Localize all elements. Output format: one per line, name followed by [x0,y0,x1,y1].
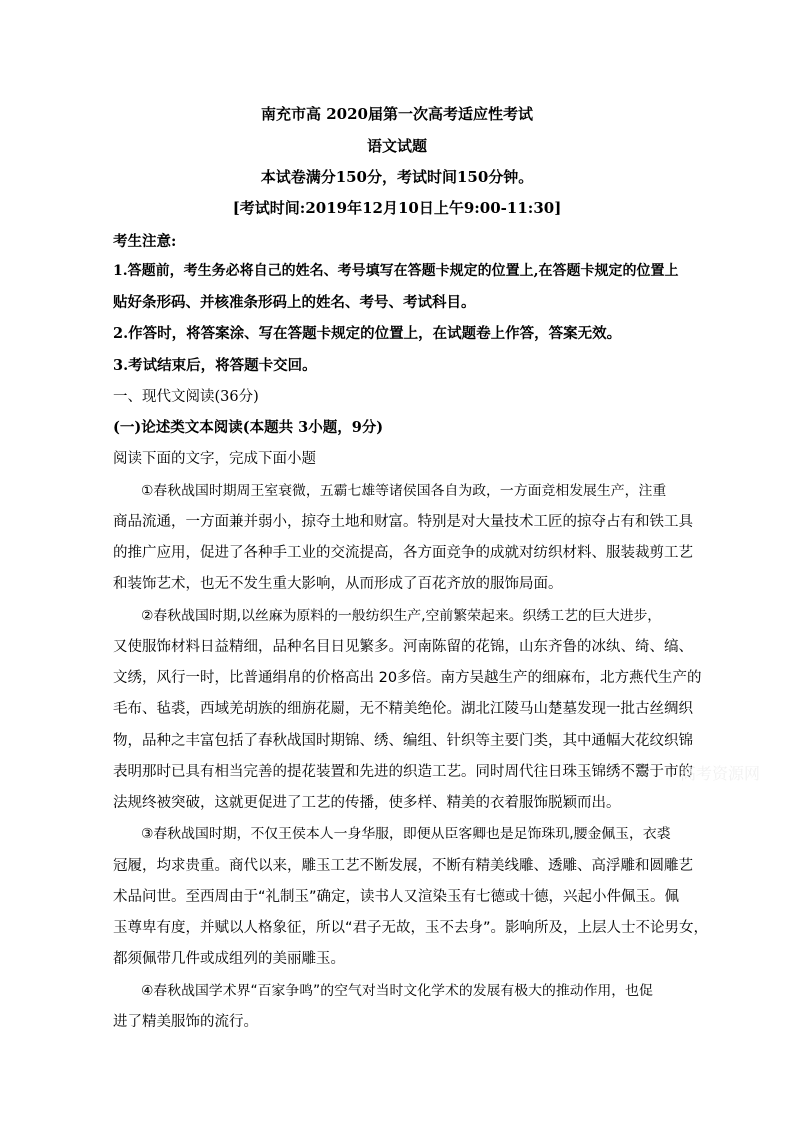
reading-instruction: 阅读下面的文字，完成下面小题 [113,451,316,467]
passage-line: 毛布、毡裘，西域羌胡族的细旃花罽，无不精美绝伦。湖北江陵马山楚墓发现一批古丝绸织 [113,701,693,717]
passage-line: 文绣，风行一时，比普通绢帛的价格高出 20多倍。南方吴越生产的细麻布，北方燕代生产的 [113,670,702,686]
passage-line: 的推广应用，促进了各种手工业的交流提高，各方面竞争的成就对纺织材料、服装裁剪工艺 [113,545,693,561]
passage-line: 商品流通，一方面兼并弱小，掠夺土地和财富。特别是对大量技术工匠的掠夺占有和铁工具 [113,514,693,530]
section-heading: 一、现代文阅读(36分) [113,389,259,405]
passage-line: 进了精美服饰的流行。 [113,1014,258,1030]
notice-item-2: 2.作答时，将答案涂、写在答题卡规定的位置上，在试题卷上作答，答案无效。 [113,325,622,342]
passage-line: 表明那时已具有相当完善的提花装置和先进的织造工艺。同时周代往日珠玉锦绣不鬻于市的 [113,764,693,780]
passage-line: 和装饰艺术，也无不发生重大影响，从而形成了百花齐放的服饰局面。 [113,576,563,592]
notice-heading: 考生注意: [113,233,177,250]
exam-title: 南充市高 2020届第一次高考适应性考试 [261,105,533,123]
passage-line: 玉尊卑有度，并赋以人格象征，所以“君子无故，玉不去身”。影响所及，上层人士不论男女， [113,920,709,936]
score-time-line: 本试卷满分150分，考试时间150分钟。 [260,168,534,186]
notice-item-1-line-2: 贴好条形码、并核准条形码上的姓名、考号、考试科目。 [113,294,476,311]
notice-item-3: 3.考试结束后，将答题卡交回。 [113,357,317,374]
watermark: 高考资源网 [680,764,761,783]
passage-line: 都须佩带几件或成组列的美丽雕玉。 [113,951,345,967]
passage-line: ③春秋战国时期，不仅王侯本人一身华服，即便从臣客卿也是足饰珠玑,腰金佩玉，衣裘 [141,826,671,842]
exam-time-line: [考试时间:2019年12月10日上午9:00-11:30] [232,199,562,217]
passage-line: ①春秋战国时期周王室衰微，五霸七雄等诸侯国各自为政，一方面竞相发展生产，注重 [141,483,667,499]
passage-line: 冠履，均求贵重。商代以来，雕玉工艺不断发展，不断有精美线雕、透雕、高浮雕和圆雕艺 [113,858,693,874]
passage-line: ②春秋战国时期,以丝麻为原料的一般纺织生产,空前繁荣起来。织绣工艺的巨大进步， [141,608,662,624]
subject-title: 语文试题 [366,137,427,155]
section-subheading: (一)论述类文本阅读(本题共 3小题，9分) [113,419,384,436]
passage-line: 物，品种之丰富包括了春秋战国时期锦、绣、编组、针织等主要门类，其中通幅大花纹织锦 [113,733,693,749]
passage-line: 术品问世。至西周由于“礼制玉”确定，读书人又渲染玉有七德或十德，兴起小件佩玉。佩 [113,889,680,905]
notice-item-1-line-1: 1.答题前，考生务必将自己的姓名、考号填写在答题卡规定的位置上,在答题卡规定的位置上 [113,263,679,279]
passage-line: 又使服饰材料日益精细，品种名目日见繁多。河南陈留的花锦，山东齐鲁的冰纨、绮、缟、 [113,639,693,655]
passage-line: 法规终被突破，这就更促进了工艺的传播，使多样、精美的衣着服饰脱颖而出。 [113,795,621,811]
passage-line: ④春秋战国学术界“百家争鸣”的空气对当时文化学术的发展有极大的推动作用，也促 [141,983,653,999]
